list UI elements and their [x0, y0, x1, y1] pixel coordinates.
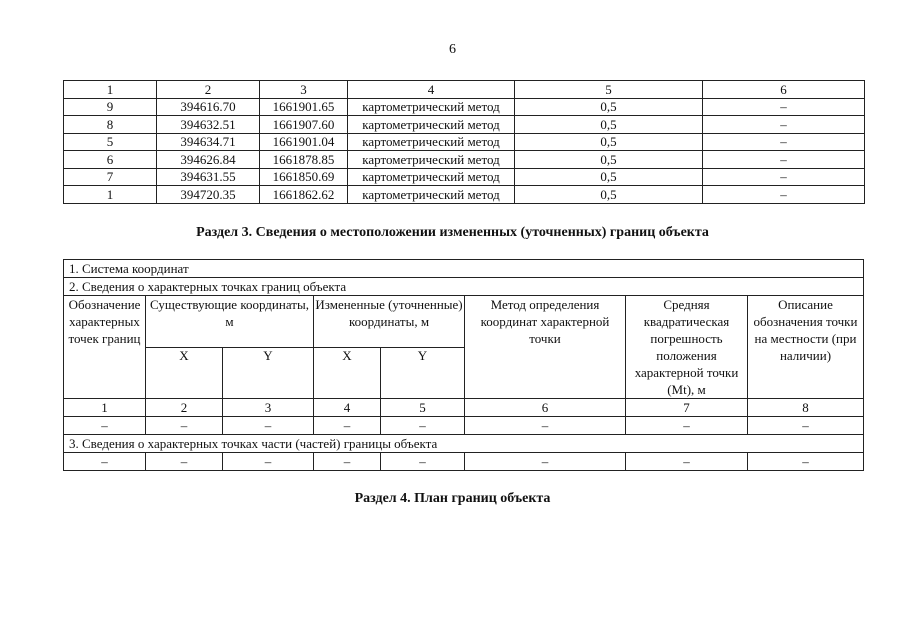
coordinates-cell: 1661901.04: [260, 133, 348, 151]
part-points-cell: –: [223, 453, 314, 471]
changed-x-header: X: [314, 348, 381, 399]
part-points-cell: –: [748, 453, 864, 471]
column-number-cell: 1: [64, 399, 146, 417]
coordinates-cell: 0,5: [515, 98, 703, 116]
coordinates-cell: –: [703, 133, 865, 151]
part-points-cell: –: [381, 453, 465, 471]
part-points-values-row: [64, 453, 864, 471]
coordinates-row: [64, 186, 865, 204]
part-points-cell: –: [146, 453, 223, 471]
points-cell: –: [223, 417, 314, 435]
coordinates-cell: 4: [348, 81, 515, 99]
coordinates-cell: –: [703, 186, 865, 204]
coordinates-cell: 1661862.62: [260, 186, 348, 204]
description-header: Описание обозначения точки на местности (при наличии): [748, 296, 864, 399]
coordinates-cell: –: [703, 116, 865, 134]
column-numbers-row: [64, 399, 864, 417]
coordinates-cell: 0,5: [515, 168, 703, 186]
coordinates-cell: картометрический метод: [348, 116, 515, 134]
coordinates-cell: 6: [64, 151, 157, 169]
coordinates-cell: 1: [64, 81, 157, 99]
coordinates-cell: картометрический метод: [348, 98, 515, 116]
column-number-cell: 4: [314, 399, 381, 417]
column-number-cell: 5: [381, 399, 465, 417]
coordinates-cell: 1661850.69: [260, 168, 348, 186]
points-cell: –: [465, 417, 626, 435]
coordinates-cell: 0,5: [515, 151, 703, 169]
coordinates-cell: 394634.71: [157, 133, 260, 151]
characteristic-points-row: 2. Сведения о характерных точках границ объекта: [64, 278, 864, 296]
coordinates-cell: 9: [64, 98, 157, 116]
part-points-cell: –: [465, 453, 626, 471]
coord-system-row: 1. Система координат: [64, 260, 864, 278]
coordinates-cell: 1661878.85: [260, 151, 348, 169]
coordinates-row: [64, 168, 865, 186]
coordinates-cell: 3: [260, 81, 348, 99]
coordinates-cell: 394632.51: [157, 116, 260, 134]
existing-y-header: Y: [223, 348, 314, 399]
coordinates-cell: 394616.70: [157, 98, 260, 116]
part-points-cell: –: [626, 453, 748, 471]
points-cell: –: [314, 417, 381, 435]
changed-coords-header: Измененные (уточненные) координаты, м: [314, 296, 465, 348]
existing-coords-header: Существующие координаты, м: [146, 296, 314, 348]
coordinates-cell: картометрический метод: [348, 186, 515, 204]
points-cell: –: [626, 417, 748, 435]
points-cell: –: [146, 417, 223, 435]
existing-x-header: X: [146, 348, 223, 399]
coordinates-cell: 394626.84: [157, 151, 260, 169]
coordinates-cell: картометрический метод: [348, 168, 515, 186]
page-number: 6: [449, 42, 456, 57]
coordinates-cell: 1: [64, 186, 157, 204]
coordinates-cell: картометрический метод: [348, 133, 515, 151]
part-points-cell: –: [64, 453, 146, 471]
coordinates-table: [63, 80, 865, 204]
coordinates-cell: 5: [64, 133, 157, 151]
coordinates-row: [64, 98, 865, 116]
coordinates-cell: 8: [64, 116, 157, 134]
coordinates-row: [64, 116, 865, 134]
column-number-cell: 3: [223, 399, 314, 417]
coordinates-cell: 1661901.65: [260, 98, 348, 116]
coordinates-header-row: [64, 81, 865, 99]
coordinates-cell: картометрический метод: [348, 151, 515, 169]
coordinates-cell: 394720.35: [157, 186, 260, 204]
coordinates-cell: 7: [64, 168, 157, 186]
coordinates-cell: –: [703, 98, 865, 116]
method-header: Метод определения координат характерной точки: [465, 296, 626, 399]
coordinates-cell: 5: [515, 81, 703, 99]
section3-title: Раздел 3. Сведения о местоположении измененных (уточненных) границ объекта: [196, 225, 709, 240]
points-cell: –: [64, 417, 146, 435]
column-number-cell: 6: [465, 399, 626, 417]
coordinates-cell: 0,5: [515, 116, 703, 134]
points-row: [64, 417, 864, 435]
points-cell: –: [381, 417, 465, 435]
coordinates-cell: –: [703, 151, 865, 169]
part-points-cell: –: [314, 453, 381, 471]
column-number-cell: 8: [748, 399, 864, 417]
coordinates-cell: 0,5: [515, 133, 703, 151]
coordinates-row: [64, 151, 865, 169]
coordinates-row: [64, 133, 865, 151]
points-cell: –: [748, 417, 864, 435]
coordinates-cell: 2: [157, 81, 260, 99]
coordinates-cell: 1661907.60: [260, 116, 348, 134]
designation-header: Обозначение характерных точек границ: [64, 296, 146, 399]
coordinates-cell: 394631.55: [157, 168, 260, 186]
coordinates-cell: 0,5: [515, 186, 703, 204]
column-number-cell: 7: [626, 399, 748, 417]
coordinates-cell: 6: [703, 81, 865, 99]
section3-table: [63, 259, 864, 471]
error-header: Средняя квадратическая погрешность положения характерной точки (Mt), м: [626, 296, 748, 399]
section4-title: Раздел 4. План границ объекта: [354, 491, 551, 506]
changed-y-header: Y: [381, 348, 465, 399]
column-number-cell: 2: [146, 399, 223, 417]
part-points-row: 3. Сведения о характерных точках части (частей) границы объекта: [64, 435, 864, 453]
coordinates-cell: –: [703, 168, 865, 186]
